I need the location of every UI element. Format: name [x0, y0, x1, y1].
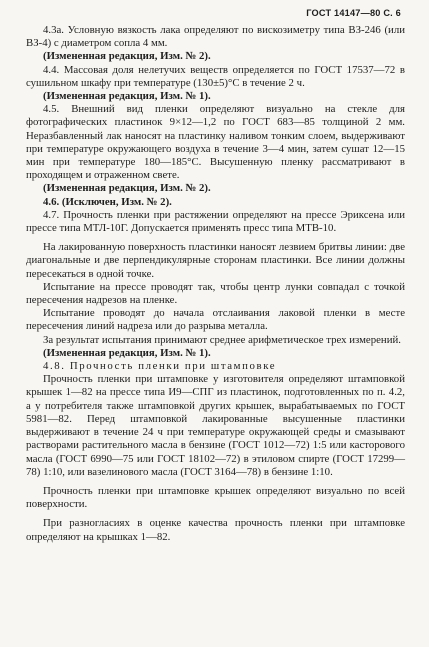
paragraph: Испытание проводят до начала отслаивания лаковой пленки в месте пересечения линий надреза или до разрыва металла. — [26, 307, 405, 333]
revision-note: (Измененная редакция, Изм. № 2). — [43, 182, 211, 195]
document-body — [26, 24, 405, 544]
paragraph: За результат испытания принимают среднее арифметическое трех измерений. — [43, 333, 401, 346]
page-header: ГОСТ 14147—80 С. 6 — [306, 8, 401, 18]
revision-note: (Измененная редакция, Изм. № 2). — [43, 50, 211, 63]
paragraph: 4.7. Прочность пленки при растяжении определяют на прессе Эриксена или прессе типа МТЛ-10Г. Допускается применять пресс типа МТВ-10. — [26, 208, 405, 235]
revision-note: (Измененная редакция, Изм. № 1). — [43, 90, 211, 103]
paragraph: Прочность пленки при штамповке крышек определяют визуально по всей поверхности. — [26, 484, 405, 511]
paragraph: Испытание на прессе проводят так, чтобы центр лунки совпадал с точкой пересечения надрезов на пленке. — [26, 280, 405, 307]
paragraph: Прочность пленки при штамповке у изготовителя определяют штамповкой крышек 1—82 на прессе типа И9—СПГ из пластинок, подготовленных по п. 4.2, а у потребителя также штамповкой других крышек, вырабатываемых по ГОСТ 5981—82. Перед штамповкой лакированные высушенные пластинки выдерживают в течение 24 ч при температуре окружающей среды и смазывают растворами растительного масла в бензине (ГОСТ 1012—72) 1:5 или касторового масла (ГОСТ 6990—75 или ГОСТ 18102—72) в этиловом спирте (ГОСТ 17299—78) 1:10, или вазелинового масла (ГОСТ 3164—78) в бензине 1:10. — [26, 373, 405, 478]
paragraph: 4.5. Внешний вид пленки определяют визуально на стекле для фотографических пластинок 9×12—1,2 по ГОСТ 683—85 толщиной 2 мм. Неразбавленный лак наносят на пластинку наливом тонким слоем, выдерживают при температуре окружающего воздуха в течение 3—4 мин, затем сушат 12—15 мин при температуре 180—185°С. Высушенную пленку рассматривают в проходящем и отраженном свете. — [26, 103, 405, 182]
revision-note: (Измененная редакция, Изм. № 1). — [43, 346, 211, 359]
revision-note: 4.6. (Исключен, Изм. № 2). — [43, 195, 172, 208]
section-heading: 4.8. Прочность пленки при штамповке — [43, 360, 277, 373]
paragraph: При разногласиях в оценке качества прочность пленки при штамповке определяют на крышках 1—82. — [26, 517, 405, 543]
paragraph: На лакированную поверхность пластинки наносят лезвием бритвы линии: две диагональные и две перпендикулярные сторонам пластинки. Все линии должны пересекаться в одной точке. — [26, 241, 405, 280]
paragraph: 4.3а. Условную вязкость лака определяют по вискозиметру типа ВЗ-246 (или ВЗ-4) с диаметром сопла 4 мм. — [26, 24, 405, 50]
paragraph: 4.4. Массовая доля нелетучих веществ определяется по ГОСТ 17537—72 в сушильном шкафу при температуре (130±5)°С в течение 2 ч. — [26, 63, 405, 89]
